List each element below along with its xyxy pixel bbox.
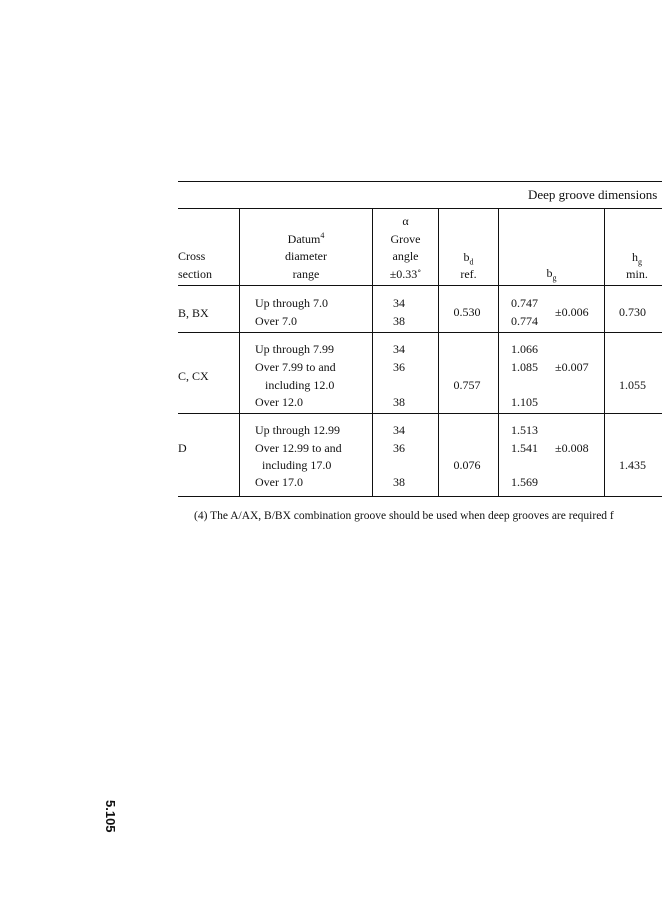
table-footnote: (4) The A/AX, B/BX combination groove should be used when deep grooves are required f (194, 510, 614, 522)
bg-value: 0.747 (511, 296, 538, 310)
angle-value: 34 (393, 342, 405, 356)
range-row: Over 12.99 to and (255, 441, 342, 455)
bg-value: 0.774 (511, 314, 538, 328)
range-row: Up through 12.99 (255, 423, 340, 437)
angle-value: 36 (393, 441, 405, 455)
table-bottom-rule (178, 496, 662, 497)
range-row: Over 7.0 (255, 314, 297, 328)
header-hg: $h_g$ (632, 250, 642, 267)
table-title: Deep groove dimensions (528, 187, 658, 202)
range-row: Up through 7.0 (255, 296, 328, 310)
range-row: Over 7.99 to and (255, 360, 336, 374)
header-bd: $b_d$ (463, 250, 474, 267)
angle-value: 38 (393, 475, 405, 489)
angle-value: 38 (393, 395, 405, 409)
table-top-rule (178, 181, 662, 182)
range-row: Over 12.0 (255, 395, 303, 409)
bg-value: 1.066 (511, 342, 538, 356)
angle-value: 38 (393, 314, 405, 328)
header-rule (178, 285, 662, 286)
range-row: Up through 7.99 (255, 342, 334, 356)
hg-value: 1.435 (619, 458, 646, 472)
header-angle-tolerance: ±0.33˚ (389, 267, 422, 281)
group-rule-1 (178, 332, 662, 333)
bg-value: 1.541 (511, 441, 538, 455)
header-datum: Datum$^4$ (287, 231, 325, 246)
bd-value: 0.530 (453, 305, 481, 319)
bg-value: 1.105 (511, 395, 538, 409)
header-cross-section-2: section (178, 267, 212, 281)
hg-value: 1.055 (619, 378, 646, 392)
bg-value: 1.085 (511, 360, 538, 374)
header-alpha-symbol: α (402, 214, 409, 228)
bd-value: 0.076 (453, 458, 481, 472)
section-d: D (178, 441, 187, 455)
header-datum-footnote-ref: 4 (320, 231, 325, 240)
bg-tolerance: ±0.008 (555, 441, 589, 455)
section-b-bx: B, BX (178, 306, 209, 320)
page-number: 5.105 (103, 800, 118, 833)
bg-value: 1.569 (511, 475, 538, 489)
section-c-cx: C, CX (178, 369, 209, 383)
header-bd-ref: ref. (460, 267, 477, 281)
range-row: including 12.0 (265, 378, 335, 392)
angle-value: 34 (393, 423, 405, 437)
header-hg-min: min. (626, 267, 648, 281)
bg-value: 1.513 (511, 423, 538, 437)
bd-value: 0.757 (453, 378, 481, 392)
range-row: including 17.0 (262, 458, 332, 472)
range-row: Over 17.0 (255, 475, 303, 489)
header-bg: $b_g$ (546, 266, 557, 283)
angle-value: 36 (393, 360, 405, 374)
header-cross-section-1: Cross (178, 249, 206, 263)
title-rule (178, 208, 662, 209)
header-diameter: diameter (285, 249, 327, 263)
header-range: range (292, 267, 320, 281)
header-angle: angle (392, 249, 419, 263)
hg-value: 0.730 (619, 305, 646, 319)
header-grove: Grove (390, 232, 421, 246)
group-rule-2 (178, 413, 662, 414)
bg-tolerance: ±0.006 (555, 305, 589, 319)
bg-tolerance: ±0.007 (555, 360, 589, 374)
angle-value: 34 (393, 296, 405, 310)
column-rule-4 (498, 208, 499, 496)
